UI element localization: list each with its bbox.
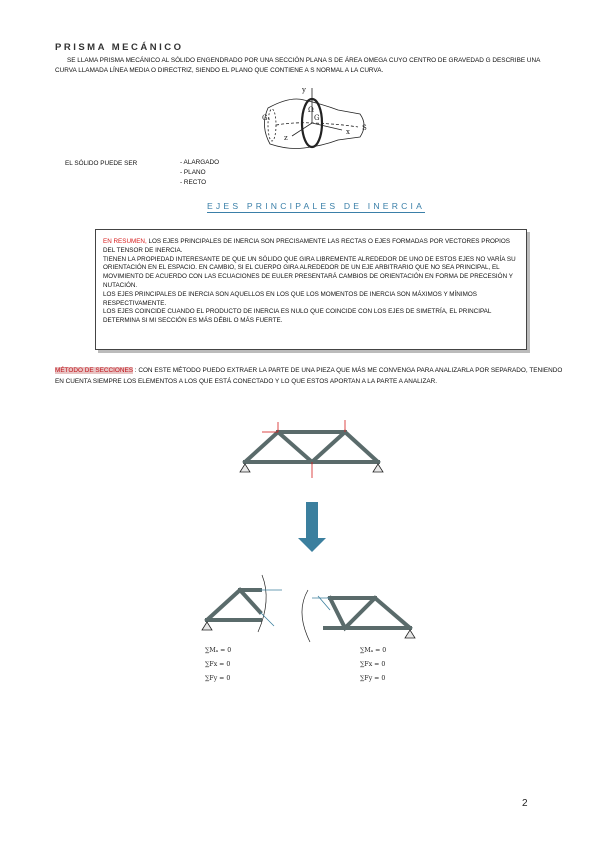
prisma-paragraph-text: SE LLAMA PRISMA MECÁNICO AL SÓLIDO ENGENDRADO POR UNA SECCIÓN PLANA S DE ÁREA OMEGA CUYO CENTRO DE GRAVEDAD G DESCRIBE UNA CURVA LLAMADA LÍNEA MEDIA O DIRECTRIZ, SIENDO EL PLANO QUE CONTIENE A S NORMAL A LA CURVA. (55, 57, 541, 74)
summary-line-3: LOS EJES PRINCIPALES DE INERCIA SON AQUELLOS EN LOS QUE LOS MOMENTOS DE INERCIA SON MÁXIMOS Y MÍNIMOS RESPECTIVAMENTE. (103, 290, 477, 307)
label-s: S (362, 124, 367, 132)
right-diagonals (330, 598, 410, 628)
right-section-support (405, 630, 415, 638)
equation-left: ∑Fx = 0 (205, 661, 231, 668)
right-section-truss (325, 598, 410, 628)
left-cut-line (258, 575, 266, 632)
down-arrow-head (298, 538, 326, 552)
label-g1: G₁ (262, 114, 271, 122)
right-cut-line (302, 590, 310, 642)
left-section-support (202, 622, 212, 630)
label-z: z (284, 134, 288, 142)
metodo-text: : CON ESTE MÉTODO PUEDO EXTRAER LA PARTE DE UNA PIEZA QUE MÁS ME CONVENGA PARA ANALIZARLA POR SEPARADO, TENIENDO EN CUENTA SIEMPRE LOS ELEMENTOS A LOS QUE ESTÁ CONECTADO Y LO QUE ESTOS APORTAN A LA PARTE A ANALIZAR. (55, 367, 563, 385)
summary-lead: EN RESUMEN, (103, 238, 147, 245)
ejes-heading: EJES PRINCIPALES DE INERCIA (207, 201, 426, 211)
directrix-curve (276, 123, 358, 127)
z-axis-line (292, 123, 312, 136)
support-left (240, 464, 250, 472)
equation-right: ∑Mₐ = 0 (360, 647, 387, 654)
solido-options (180, 158, 219, 188)
truss-diagonals (245, 432, 378, 462)
left-section-truss (207, 590, 260, 620)
full-truss (245, 432, 378, 462)
prism-end-ellipse (268, 109, 276, 141)
equation-right: ∑Fy = 0 (360, 675, 386, 682)
solido-option: - PLANO (180, 169, 206, 176)
page-number: 2 (522, 798, 528, 809)
label-y: y (302, 86, 306, 94)
solido-option: - RECTO (180, 179, 207, 186)
solido-option: - ALARGADO (180, 159, 220, 166)
equation-left: ∑Mₐ = 0 (205, 647, 232, 654)
down-arrow (298, 502, 326, 552)
left-diagonals (207, 590, 260, 620)
equation-left: ∑Fy = 0 (205, 675, 231, 682)
summary-line-2: TIENEN LA PROPIEDAD INTERESANTE DE QUE UN SÓLIDO QUE GIRA LIBREMENTE ALREDEDOR DE UNO DE ESTOS EJES NO VARÍA SU ORIENTACIÓN EN EL ESPACIO. EN CAMBIO, SI EL CUERPO GIRA ALREDEDOR DE UN EJE ARBITRARIO QUE NO SEA PRINCIPAL, EL MOVIMIENTO DE ACUERDO CON LAS ECUACIONES DE EULER PRESENTARÁ CAMBIOS DE ORIENTACIÓN EN FORMA DE PRECESIÓN Y NUTACIÓN. (103, 255, 516, 289)
summary-rest: LOS EJES PRINCIPALES DE INERCIA SON PRECISAMENTE LAS RECTAS O EJES FORMADAS POR VECTORES PROPIOS DEL TENSOR DE INERCIA. (103, 238, 510, 254)
support-right (373, 464, 383, 472)
prism-section-ellipse (302, 99, 322, 147)
section-title-prisma: PRISMA MECÁNICO (55, 42, 184, 53)
summary-text (103, 238, 518, 326)
equation-right: ∑Fx = 0 (360, 661, 386, 668)
label-omega: Ω (308, 106, 314, 114)
label-g: G (314, 114, 320, 122)
member-force-arrow (260, 612, 274, 626)
summary-line-4: LOS EJES COINCIDE CUANDO EL PRODUCTO DE INERCIA ES NULO QUE COINCIDE CON LOS EJES DE SIMETRÍA, EL PRINCIPAL DETERMINA SI MI SECCIÓN ES MÁS DÉBIL O MÁS FUERTE. (103, 308, 492, 325)
down-arrow-shaft (306, 502, 318, 538)
label-x: x (346, 128, 350, 136)
metodo-paragraph (55, 366, 565, 387)
metodo-label: MÉTODO DE SECCIONES (55, 367, 134, 374)
member-force-arrow (318, 596, 330, 610)
solido-label: EL SÓLIDO PUEDE SER (65, 160, 138, 167)
prisma-paragraph (55, 56, 560, 76)
prism-body-outline (264, 99, 364, 149)
x-axis-line (312, 123, 342, 130)
